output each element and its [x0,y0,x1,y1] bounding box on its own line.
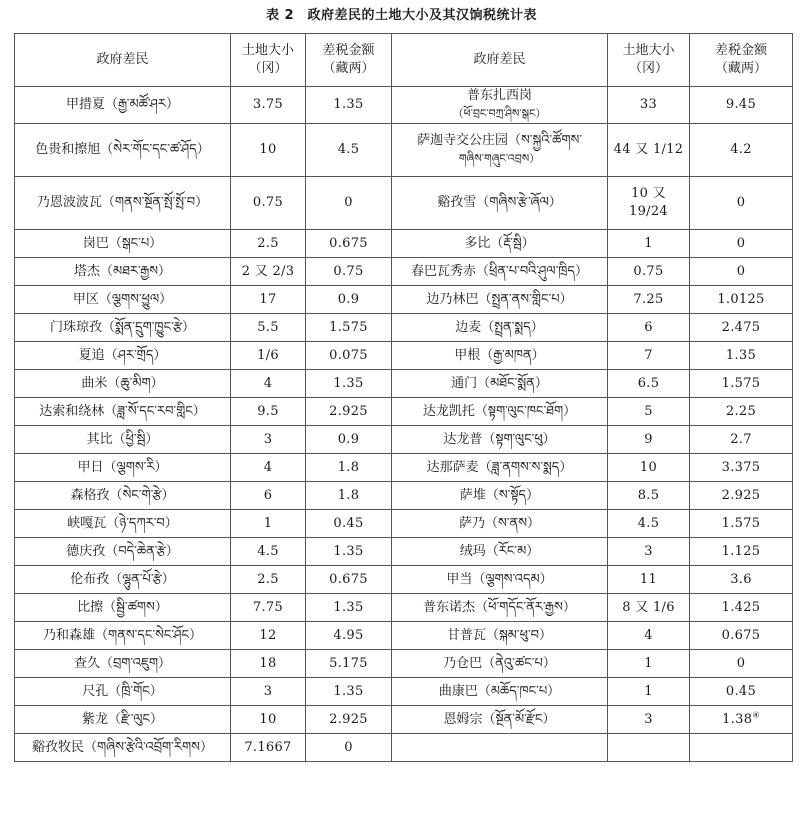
left-land-cell: 4 [231,454,306,482]
table-row [15,87,793,124]
table-row [15,594,793,622]
left-name-cell: 甲区（ལྕགས་ཕྱུལ） [15,286,231,314]
table-row [15,177,793,230]
table-row [15,678,793,706]
left-name-cell: 达索和绕林（ཟླ་སོ་དང་རབ་གླིང） [15,398,231,426]
left-land-cell: 0.75 [231,177,306,230]
right-name-cell-empty [392,734,608,762]
right-land-cell: 0.75 [608,258,690,286]
right-name-cell: 达那萨麦（ཟླ་ནགས་ས་སྨད） [392,454,608,482]
right-land-cell: 8.5 [608,482,690,510]
table-row [15,342,793,370]
table-row [15,482,793,510]
left-tax-cell: 0.675 [306,566,392,594]
left-land-cell: 2 又 2/3 [231,258,306,286]
footnote-marker: ④ [752,710,760,720]
right-land-cell: 7.25 [608,286,690,314]
header-row [15,34,793,87]
right-land-cell: 10 [608,454,690,482]
right-name-cell: 恩姆宗（སྔོན་མོ་རྫོང） [392,706,608,734]
left-name-cell: 紫龙（རྫི་ལུང） [15,706,231,734]
left-land-cell: 5.5 [231,314,306,342]
left-tax-cell: 1.35 [306,370,392,398]
left-name-cell: 曲米（ཆུ་མིག） [15,370,231,398]
right-tax-cell: 0 [690,230,793,258]
right-name-cell: 边乃林巴（སྤྲན་ནས་གླིང་པ） [392,286,608,314]
right-land-cell: 7 [608,342,690,370]
left-tax-cell: 0.9 [306,426,392,454]
left-tax-cell: 1.35 [306,594,392,622]
right-land-cell: 6.5 [608,370,690,398]
right-tax-cell: 2.7 [690,426,793,454]
right-tax-cell: 2.925 [690,482,793,510]
left-land-cell: 4 [231,370,306,398]
left-name-cell: 峡嘎瓦（ཉེ་དཀར་བ） [15,510,231,538]
left-tax-cell: 0.45 [306,510,392,538]
left-land-cell: 6 [231,482,306,510]
right-tax-cell: 1.38④ [690,706,793,734]
left-name-cell: 森格孜（སེང་གེ་རྩེ） [15,482,231,510]
right-tax-cell: 3.375 [690,454,793,482]
left-land-cell: 17 [231,286,306,314]
table-row [15,230,793,258]
left-name-cell: 岗巴（སྒང་པ） [15,230,231,258]
right-name-cell: 萨堆（ས་སྟོད） [392,482,608,510]
right-land-cell: 5 [608,398,690,426]
right-land-cell: 3 [608,706,690,734]
right-name-cell: 达龙普（སྟག་ལུང་ཕུ） [392,426,608,454]
right-land-cell: 4.5 [608,510,690,538]
left-tax-cell: 1.8 [306,454,392,482]
left-name-cell: 谿孜牧民（གཞིས་རྩེའི་འབྲོག་རིགས） [15,734,231,762]
left-tax-cell: 1.35 [306,678,392,706]
tax-table [14,33,793,762]
header-land-left: 土地大小 （冈） [231,34,306,87]
right-tax-cell: 4.2 [690,124,793,177]
right-land-cell: 3 [608,538,690,566]
table-row [15,706,793,734]
table-caption: 表 2 政府差民的土地大小及其汉饷税统计表 [265,8,538,23]
left-land-cell: 7.75 [231,594,306,622]
right-tax-cell: 1.575 [690,370,793,398]
table-row [15,510,793,538]
table-row [15,426,793,454]
right-land-cell: 10 又 19/24 [608,177,690,230]
right-name-cell: 甲根（རྒྱ་མཁན） [392,342,608,370]
table-row [15,398,793,426]
left-land-cell: 2.5 [231,566,306,594]
right-land-cell: 9 [608,426,690,454]
left-land-cell: 2.5 [231,230,306,258]
right-land-cell: 4 [608,622,690,650]
left-tax-cell: 1.8 [306,482,392,510]
right-name-cell: 多比（རྡོ་སྦི） [392,230,608,258]
header-name-right: 政府差民 [392,34,608,87]
left-land-cell: 10 [231,706,306,734]
left-tax-cell: 0.675 [306,230,392,258]
left-name-cell: 甲日（ལྕགས་རི） [15,454,231,482]
right-tax-cell: 1.425 [690,594,793,622]
left-name-cell: 伦布孜（ལྷུན་པོ་རྩེ） [15,566,231,594]
right-tax-cell: 9.45 [690,87,793,124]
left-land-cell: 9.5 [231,398,306,426]
left-land-cell: 12 [231,622,306,650]
header-tax-left: 差税金额 （藏两） [306,34,392,87]
left-land-cell: 4.5 [231,538,306,566]
right-land-cell: 33 [608,87,690,124]
table-row [15,286,793,314]
table-row [15,622,793,650]
right-tax-cell-empty [690,734,793,762]
header-tax-right: 差税金额 （藏两） [690,34,793,87]
right-name-cell: 曲康巴（མཆོད་ཁང་པ） [392,678,608,706]
left-name-cell: 查久（བྲག་འཇུག） [15,650,231,678]
right-tax-cell: 3.6 [690,566,793,594]
left-name-cell: 门珠琼孜（སྨོན་དྲུག་ཁྱུང་རྩེ） [15,314,231,342]
left-name-cell: 乃和森雄（གནས་དང་སེང་ཤོང） [15,622,231,650]
left-name-cell: 德庆孜（བདེ་ཆེན་རྩེ） [15,538,231,566]
left-land-cell: 3 [231,678,306,706]
left-land-cell: 1 [231,510,306,538]
left-land-cell: 7.1667 [231,734,306,762]
left-land-cell: 3.75 [231,87,306,124]
left-tax-cell: 0.75 [306,258,392,286]
left-name-cell: 夏追（ཤར་གྲོད） [15,342,231,370]
left-land-cell: 3 [231,426,306,454]
left-tax-cell: 0 [306,734,392,762]
table-row [15,454,793,482]
right-land-cell: 6 [608,314,690,342]
right-name-cell: 甘普瓦（སྐམ་ཕུ་བ） [392,622,608,650]
right-name-cell: 普东诺杰（ཕོ་གདོང་ནོར་རྒྱས） [392,594,608,622]
right-tax-cell: 0.675 [690,622,793,650]
table-row [15,538,793,566]
right-name-cell: 萨迦寺交公庄园（ས་སྐྱའི་ཚོགས་ གཞིས་གཞུང་འབྲས） [392,124,608,177]
right-name-cell: 普东扎西岗 （ཕོ་བྲང་བཀྲ་ཤིས་སྒང） [392,87,608,124]
left-tax-cell: 1.35 [306,538,392,566]
right-name-cell: 乃仓巴（ནེའུ་ཚང་པ） [392,650,608,678]
right-land-cell: 1 [608,650,690,678]
right-land-cell: 44 又 1/12 [608,124,690,177]
left-tax-cell: 4.5 [306,124,392,177]
right-land-cell-empty [608,734,690,762]
left-land-cell: 18 [231,650,306,678]
left-name-cell: 甲措夏（རྒྱ་མཚོ་ཤར） [15,87,231,124]
right-tax-cell: 1.0125 [690,286,793,314]
right-name-cell: 谿孜雪（གཞིས་རྩེ་ཞོལ） [392,177,608,230]
left-name-cell: 比擦（སྦྱི་ཚགས） [15,594,231,622]
right-land-cell: 11 [608,566,690,594]
right-land-cell: 8 又 1/6 [608,594,690,622]
table-row [15,258,793,286]
right-tax-cell: 1.575 [690,510,793,538]
right-land-cell: 1 [608,230,690,258]
right-tax-cell: 0 [690,177,793,230]
left-tax-cell: 0 [306,177,392,230]
right-name-cell: 甲当（ལྕགས་འདམ） [392,566,608,594]
left-tax-cell: 2.925 [306,706,392,734]
left-tax-cell: 0.9 [306,286,392,314]
left-name-cell: 塔杰（མཐར་རྒྱས） [15,258,231,286]
right-tax-cell: 1.125 [690,538,793,566]
right-name-cell: 边麦（སྤྲན་སྨད） [392,314,608,342]
left-name-cell: 尺孔（ཁྲི་གོང） [15,678,231,706]
right-name-cell: 萨乃（ས་ནས） [392,510,608,538]
left-tax-cell: 1.575 [306,314,392,342]
right-name-cell: 通门（མཐོང་སྨོན） [392,370,608,398]
left-tax-cell: 1.35 [306,87,392,124]
right-tax-cell: 0 [690,650,793,678]
right-tax-cell: 0.45 [690,678,793,706]
right-tax-cell: 0 [690,258,793,286]
right-tax-cell: 1.35 [690,342,793,370]
table-row [15,734,793,762]
left-name-cell: 其比（ཕྱི་སྦི） [15,426,231,454]
table-row [15,650,793,678]
right-tax-cell: 2.475 [690,314,793,342]
left-land-cell: 1/6 [231,342,306,370]
left-name-cell: 乃恩波波瓦（གནས་སྔོན་སྤོ་སྤོ་བ） [15,177,231,230]
left-name-cell: 色贵和擦旭（སེར་གོང་དང་ཚ་ཤོད） [15,124,231,177]
right-name-cell: 春巴瓦秀赤（ཕྲིན་པ་བའི་ཤུལ་ཁྲིད） [392,258,608,286]
left-tax-cell: 0.075 [306,342,392,370]
header-land-right: 土地大小 （冈） [608,34,690,87]
right-name-cell: 绒玛（རོང་མ） [392,538,608,566]
left-tax-cell: 2.925 [306,398,392,426]
table-row [15,370,793,398]
right-name-cell: 达龙凯托（སྟག་ལུང་ཁང་ཐོག） [392,398,608,426]
left-tax-cell: 4.95 [306,622,392,650]
right-land-cell: 1 [608,678,690,706]
header-name-left: 政府差民 [15,34,231,87]
table-row [15,124,793,177]
table-row [15,566,793,594]
left-tax-cell: 5.175 [306,650,392,678]
table-row [15,314,793,342]
right-tax-cell: 2.25 [690,398,793,426]
left-land-cell: 10 [231,124,306,177]
